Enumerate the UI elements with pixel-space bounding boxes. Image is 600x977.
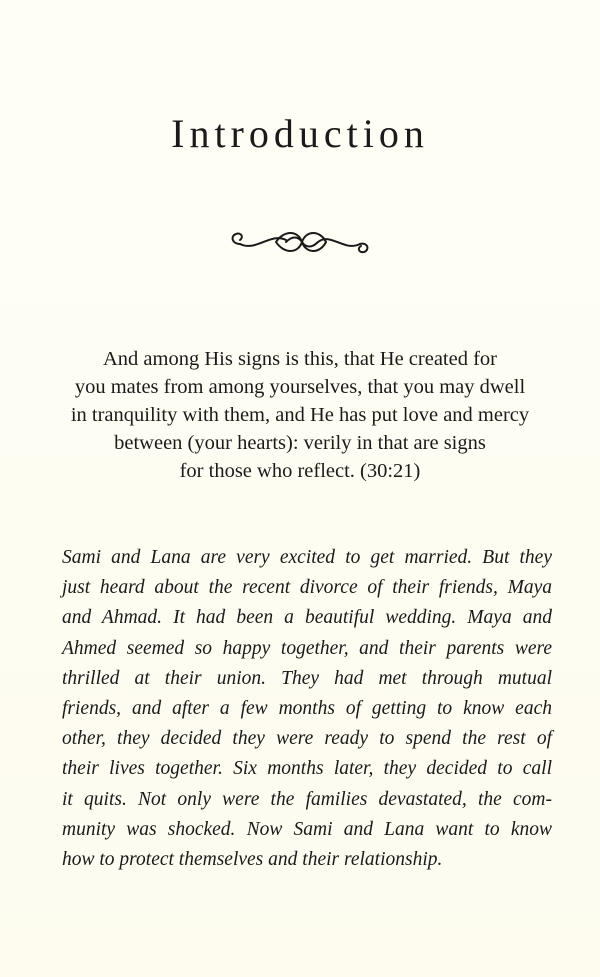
narrative-line: and Ahmad. It had been a beautiful wedding. Maya and [62,607,552,629]
narrative-line: thrilled at their union. They had met through mutual [62,667,552,689]
narrative-line: just heard about the recent divorce of their friends, Maya [62,577,552,599]
narrative-paragraph [62,543,552,875]
quran-verse-epigraph [40,345,560,485]
flourish-ornament-icon [226,222,376,262]
page-title: Introduction [171,111,429,156]
epigraph-line: And among His signs is this, that He created for [103,348,497,370]
epigraph-line: in tranquility with them, and He has put love and mercy [70,404,530,426]
narrative-line: Sami and Lana are very excited to get married. But they [62,547,552,568]
epigraph-line: between (your hearts): verily in that are signs [114,432,486,454]
epigraph-line: you mates from among yourselves, that you may dwell [74,376,526,398]
narrative-line: Ahmed seemed so happy together, and their parents were [62,637,552,659]
narrative-line: it quits. Not only were the families devastated, the com- [62,788,552,810]
narrative-line: friends, and after a few months of getting to know each [62,698,552,720]
narrative-line: other, they decided they were ready to spend the rest of [62,728,552,750]
narrative-line: their lives together. Six months later, they decided to call [62,758,552,780]
narrative-line: how to protect themselves and their relationship. [62,849,443,871]
narrative-line: munity was shocked. Now Sami and Lana want to know [62,818,552,840]
epigraph-line: for those who reflect. (30:21) [179,460,421,482]
